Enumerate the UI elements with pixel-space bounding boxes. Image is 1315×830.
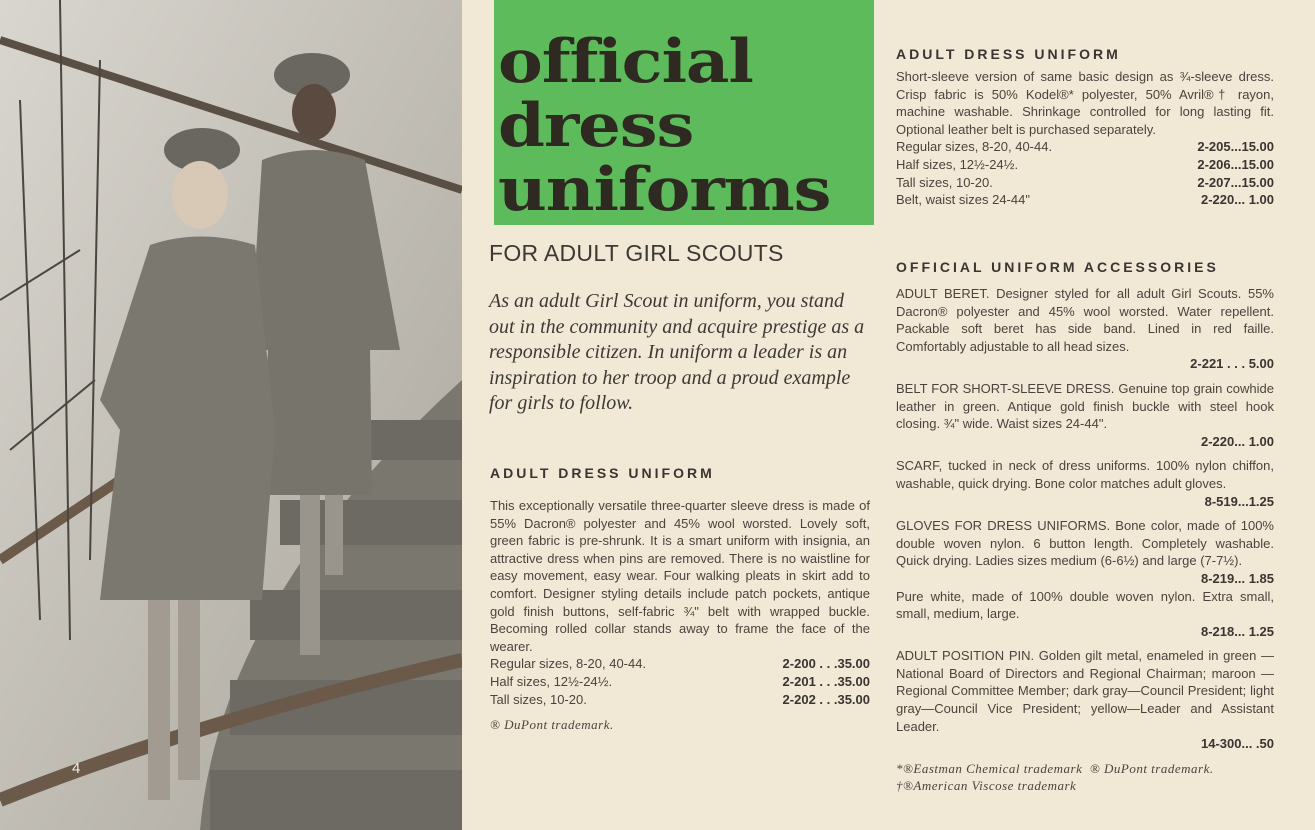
title-line: dress (498, 91, 694, 161)
title-box (494, 0, 874, 225)
item-price: 2-206...15.00 (1197, 156, 1274, 172)
title-line: uniforms (498, 155, 831, 225)
section-heading: ADULT DRESS UNIFORM (896, 46, 1121, 62)
item-text: BELT FOR SHORT-SLEEVE DRESS. Genuine top grain cowhide leather in green. Antique gold finish buckle with steel hook closing. ¾" wide. Waist sizes 24-44". (896, 380, 1274, 432)
item-label: Tall sizes, 10-20. (490, 691, 587, 707)
item-price: 2-200 . . .35.00 (782, 656, 870, 672)
item-label: Half sizes, 12½-24½. (896, 156, 1019, 172)
item-label: Half sizes, 12½-24½. (490, 673, 613, 689)
item-price: 2-205...15.00 (1197, 139, 1274, 155)
left-section-body (490, 497, 870, 734)
photo-two-women-in-uniform-on-stairs (0, 0, 462, 830)
item-price: 8-519...1.25 (1204, 493, 1274, 509)
item-text: GLOVES FOR DRESS UNIFORMS. Bone color, made of 100% double woven nylon. 6 button length. Completely washable. Quick drying. Ladies sizes medium (6-6½) and large (7-7½). (896, 518, 1274, 569)
item-text: Pure white, made of 100% double woven nylon. Extra small, small, medium, large. (896, 588, 1274, 622)
item-price: 8-219... 1.85 (1201, 570, 1274, 586)
item-text: SCARF, tucked in neck of dress uniforms. 100% nylon chiffon, washable, quick drying. Bone color matches adult gloves. (896, 458, 1274, 491)
item-text: ADULT BERET. Designer styled for all adult Girl Scouts. 55% Dacron® polyester and 45% wool worsted. Water repellent. Packable soft beret has side band. Lined in red faille. Comfortably adjustable to all head sizes. (896, 286, 1274, 354)
accessory-item (896, 588, 1274, 641)
price-row (490, 655, 870, 673)
accessory-item (896, 380, 1274, 450)
description: Short-sleeve version of same basic design as ¾-sleeve dress. Crisp fabric is 50% Kodel®* polyester, 50% Avril®† rayon, machine washable. Shrinkage controlled for long lasting fit. Optional leather belt is purchased separately. (896, 69, 1274, 137)
footnote: *®Eastman Chemical trademark ® DuPont trademark. (896, 760, 1214, 776)
item-price: 2-221 . . . 5.00 (1190, 356, 1274, 372)
item-label: Regular sizes, 8-20, 40-44. (896, 139, 1053, 155)
item-price: 2-220... 1.00 (1201, 433, 1274, 449)
page-title (498, 27, 831, 225)
accessory-item (896, 517, 1274, 587)
item-text: ADULT POSITION PIN. Golden gilt metal, enameled in green — National Board of Directors and Regional Chairman; maroon — Regional Committee Member; dark gray—Council President; light gray—Council Vice President; yellow—Leader and Assistant Leader. (896, 648, 1274, 734)
page-number: 4 (72, 760, 81, 777)
item-price: 8-218... 1.25 (1201, 623, 1274, 639)
section-heading: OFFICIAL UNIFORM ACCESSORIES (896, 259, 1219, 275)
title-line: official (498, 27, 753, 97)
item-price: 2-201 . . .35.00 (782, 673, 870, 689)
accessory-item (896, 647, 1274, 753)
accessory-item (896, 285, 1274, 373)
price-row (896, 174, 1274, 192)
accessory-item (896, 457, 1274, 510)
subtitle: FOR ADULT GIRL SCOUTS (489, 240, 784, 266)
price-row (490, 673, 870, 691)
item-price: 2-220... 1.00 (1201, 192, 1274, 208)
footnote: †®American Viscose trademark (896, 778, 1077, 794)
price-row (896, 191, 1274, 209)
right-section-body (896, 68, 1274, 209)
description: This exceptionally versatile three-quarter sleeve dress is made of 55% Dacron® polyester and 45% wool worsted. Lovely soft, green fabric is pre-shrunk. It is a smart uniform with insignia, an attractive dress when pins are removed. There is no waistline for easy movement, easy wear. Four walking pleats in skirt add to comfort. Designer styling details include patch pockets, antique gold finish buttons, self-fabric ¾" belt with wrapped buckle. Becoming rolled collar stands away to frame the face of the wearer. (490, 498, 870, 654)
price-row (896, 156, 1274, 174)
item-price: 14-300... .50 (1201, 736, 1274, 752)
accessories-list (896, 285, 1274, 795)
section-heading: ADULT DRESS UNIFORM (490, 465, 715, 481)
price-row (490, 691, 870, 709)
item-label: Regular sizes, 8-20, 40-44. (490, 656, 647, 672)
item-label: Belt, waist sizes 24-44" (896, 192, 1030, 208)
price-row (896, 138, 1274, 156)
footnote: ® DuPont trademark. (490, 717, 614, 733)
item-price: 2-202 . . .35.00 (782, 691, 870, 707)
item-label: Tall sizes, 10-20. (896, 174, 993, 190)
item-price: 2-207...15.00 (1197, 174, 1274, 190)
intro-text: As an adult Girl Scout in uniform, you stand out in the community and acquire prestige as a responsible citizen. In uniform a leader is an inspiration to her troop and a proud example for girls to follow. (489, 290, 865, 414)
